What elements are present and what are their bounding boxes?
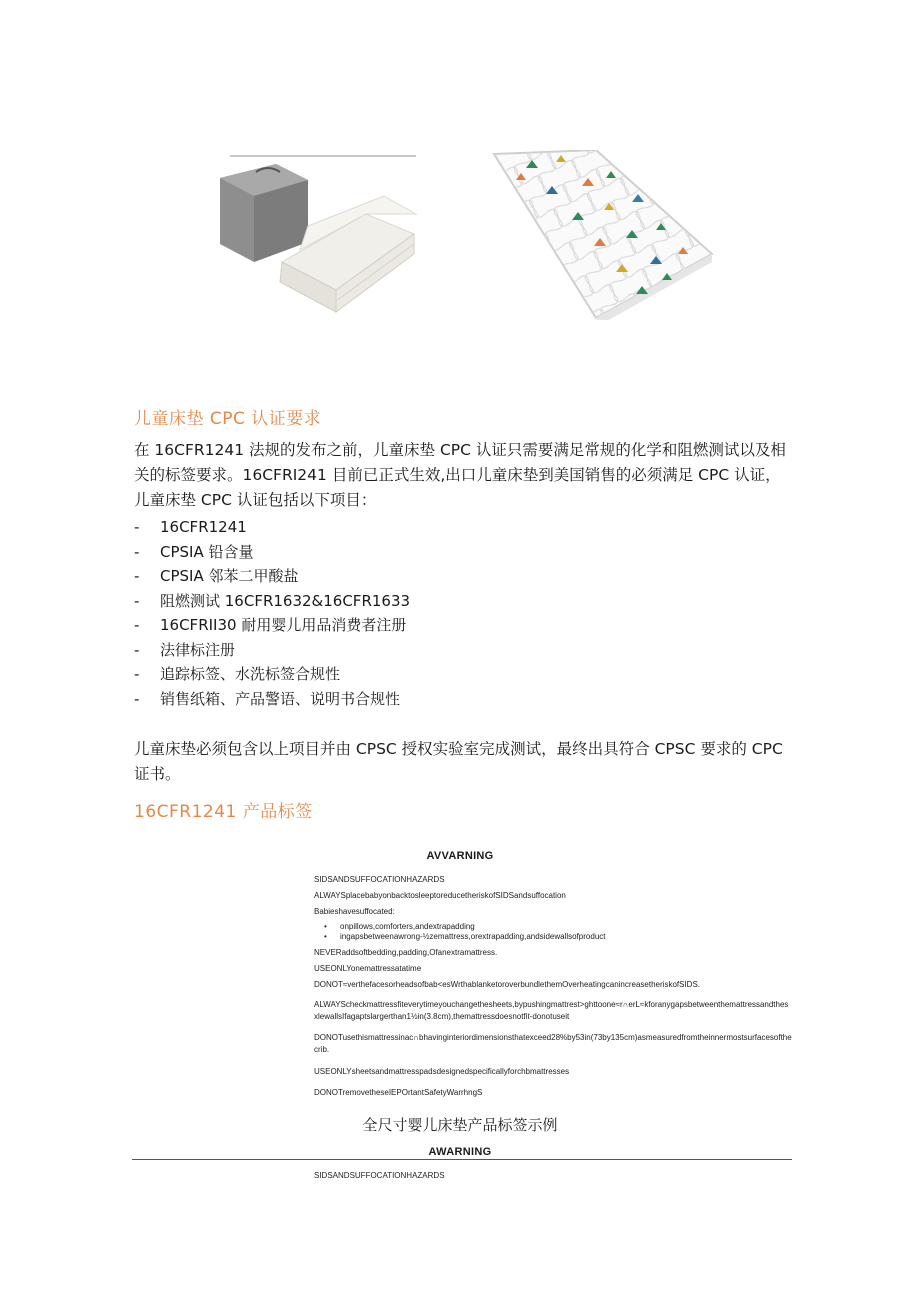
warning-title: AVVARNING (426, 850, 494, 862)
bullet-marker: • (324, 932, 327, 941)
warning-bullet: onpillows,comforters,andextrapadding (340, 922, 475, 931)
folded-mattress-image (216, 150, 426, 320)
list-item: - 阻燃测试 16CFR1632&16CFR1633 (134, 591, 411, 610)
warning-always-check: ALWAYScheckmattressfiteverytimeyouchangethesheets,bypushingmattrest>ghttoone≈r∩erL≈kforanygapsbetweenthemattressandthesxlewallsIfagaptslargerthan1½in(3.8cm),themattressdoesnotfit-donotuseit (314, 1000, 789, 1021)
printed-mattress-image (486, 150, 718, 320)
list-item: - 法律标注册 (134, 640, 236, 659)
list-item: - CPSIA 铅含量 (134, 542, 254, 561)
warning-title-2: AWARNING (428, 1146, 492, 1158)
intro-paragraph: 在 16CFR1241 法规的发布之前，儿童床垫 CPC 认证只需要满足常规的化学和阻燃测试以及相关的标签要求。16CFRI241 目前已正式生效,出口儿童床垫到美国销售的必须满足 CPC 认证，儿童床垫 CPC 认证包括以下项目： (134, 441, 786, 509)
bullet-marker: • (324, 922, 327, 931)
warning-sheets: USEONLYsheetsandmattresspadsdesignedspecificallyforchbmattresses (314, 1067, 570, 1076)
list-item: - 追踪标签、水洗标签合规性 (134, 665, 341, 683)
warning-hazards: SIDSANDSUFFOCATIONHAZARDS (314, 875, 445, 884)
requirement-list (134, 515, 794, 711)
list-item: - CPSIA 邻苯二甲酸盐 (134, 567, 299, 585)
figure-caption: 全尺寸婴儿床垫产品标签示例 (362, 1116, 558, 1134)
warning-do-not-cover: DONOT≈verthefacesorheadsofbab<esWrthablanketoroverbundlethemOverheatingcanincreasetheriskofSIDS. (314, 980, 701, 989)
list-item: - 16CFR1241 (134, 518, 247, 536)
section-heading-cpc: 儿童床垫 CPC 认证要求 (134, 409, 322, 429)
warning-never: NEVERaddsoftbedding,padding,Ofanextramattress. (314, 948, 498, 957)
divider (132, 1159, 792, 1160)
list-item: - 销售纸箱、产品警语、说明书合规性 (134, 689, 401, 708)
section-heading-label: 16CFR1241 产品标签 (134, 802, 313, 822)
warning-always-place: ALWAYSplacebabyonbacktosleeptoreducetheriskofSIDSandsuffocation (314, 891, 566, 900)
list-item: - 16CFRII30 耐用婴儿用品消费者注册 (134, 616, 407, 634)
warning-bullet: ingapsbetweenawrong-½zemattress,orextrapadding,andsidewallsofproduct (340, 932, 606, 941)
warning-do-not-use: DONOTusethismattressinac∩bhavinginteriordimensionsthatexceed28%by53in(73by135cm)asmeasuredfromtheinnermostsurfacesofthecrib. (314, 1033, 792, 1054)
warning-do-not-remove: DONOTremovetheseIEPOrtantSafetyWarrhngS (314, 1088, 483, 1097)
conclusion-paragraph: 儿童床垫必须包含以上项目并由 CPSC 授权实验室完成测试，最终出具符合 CPSC 要求的 CPC 证书。 (134, 740, 783, 783)
warning-babies: Babieshavesuffocated: (314, 907, 395, 916)
warning-use-only: USEONLYonemattressatatime (314, 964, 422, 973)
warning-hazards-2: SIDSANDSUFFOCATIONHAZARDS (314, 1171, 445, 1180)
